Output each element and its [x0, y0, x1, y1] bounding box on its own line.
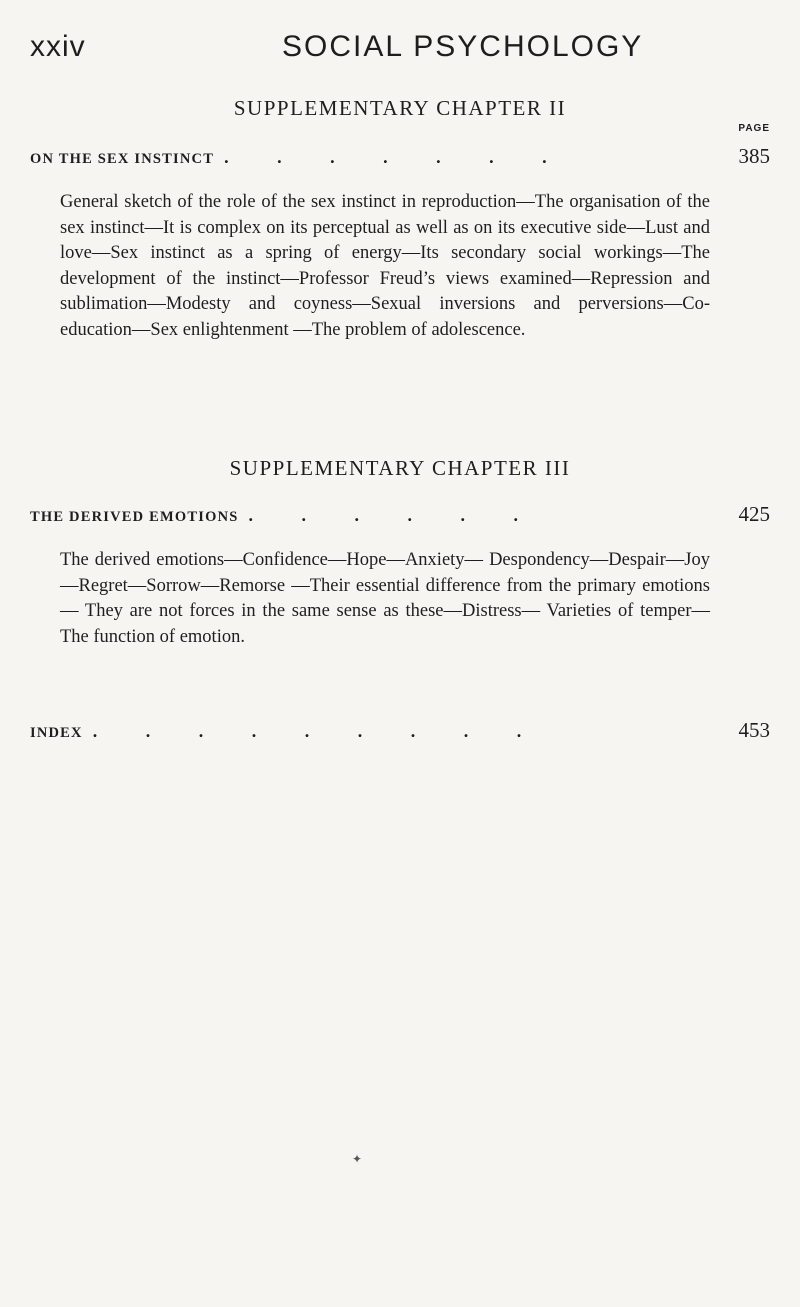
- dot-leaders: . . . . . .: [248, 505, 541, 525]
- toc-entry-title: INDEX: [30, 725, 83, 741]
- toc-entry-title: ON THE SEX INSTINCT: [30, 151, 215, 167]
- chapter-summary: General sketch of the role of the sex instinct in reproduction—The organisation of the sex instinct—It is complex on its perceptual as well as on its executive side—Lust and love—Sex instinct as a spring of energy—Its secondary social workings—The development of the instinct—Professor Freud’s views examined—Repression and sublimation—Modesty and coyness—Sexual inversions and perversions—Co-education—Sex enlightenment —The problem of adolescence.: [60, 192, 710, 340]
- page-number-roman: xxiv: [30, 30, 86, 63]
- toc-entry-title: THE DERIVED EMOTIONS: [30, 509, 239, 525]
- chapter-heading: SUPPLEMENTARY CHAPTER III: [229, 456, 571, 480]
- book-title: SOCIAL PSYCHOLOGY: [282, 30, 644, 63]
- dot-leaders: . . . . . . . . .: [92, 721, 544, 741]
- dot-leaders: . . . . . . .: [224, 147, 569, 167]
- toc-entry-page: 453: [738, 718, 770, 742]
- running-head: [0, 30, 800, 70]
- toc-entry: [30, 502, 770, 528]
- toc-entry-page: 425: [738, 502, 770, 526]
- toc-entry-page: 385: [738, 144, 770, 168]
- toc-entry-index: [30, 718, 770, 744]
- printer-mark-icon: ✦: [352, 1152, 363, 1166]
- page-column-label: PAGE: [738, 123, 770, 134]
- chapter-heading: SUPPLEMENTARY CHAPTER II: [233, 96, 567, 120]
- toc-entry: [30, 144, 770, 170]
- chapter-summary: The derived emotions—Confidence—Hope—Anxiety— Despondency—Despair—Joy—Regret—Sorrow—Remorse —Their essential difference from the primary emotions— They are not forces in the same sense as these—Distress— Varieties of temper—The function of emotion.: [60, 550, 710, 647]
